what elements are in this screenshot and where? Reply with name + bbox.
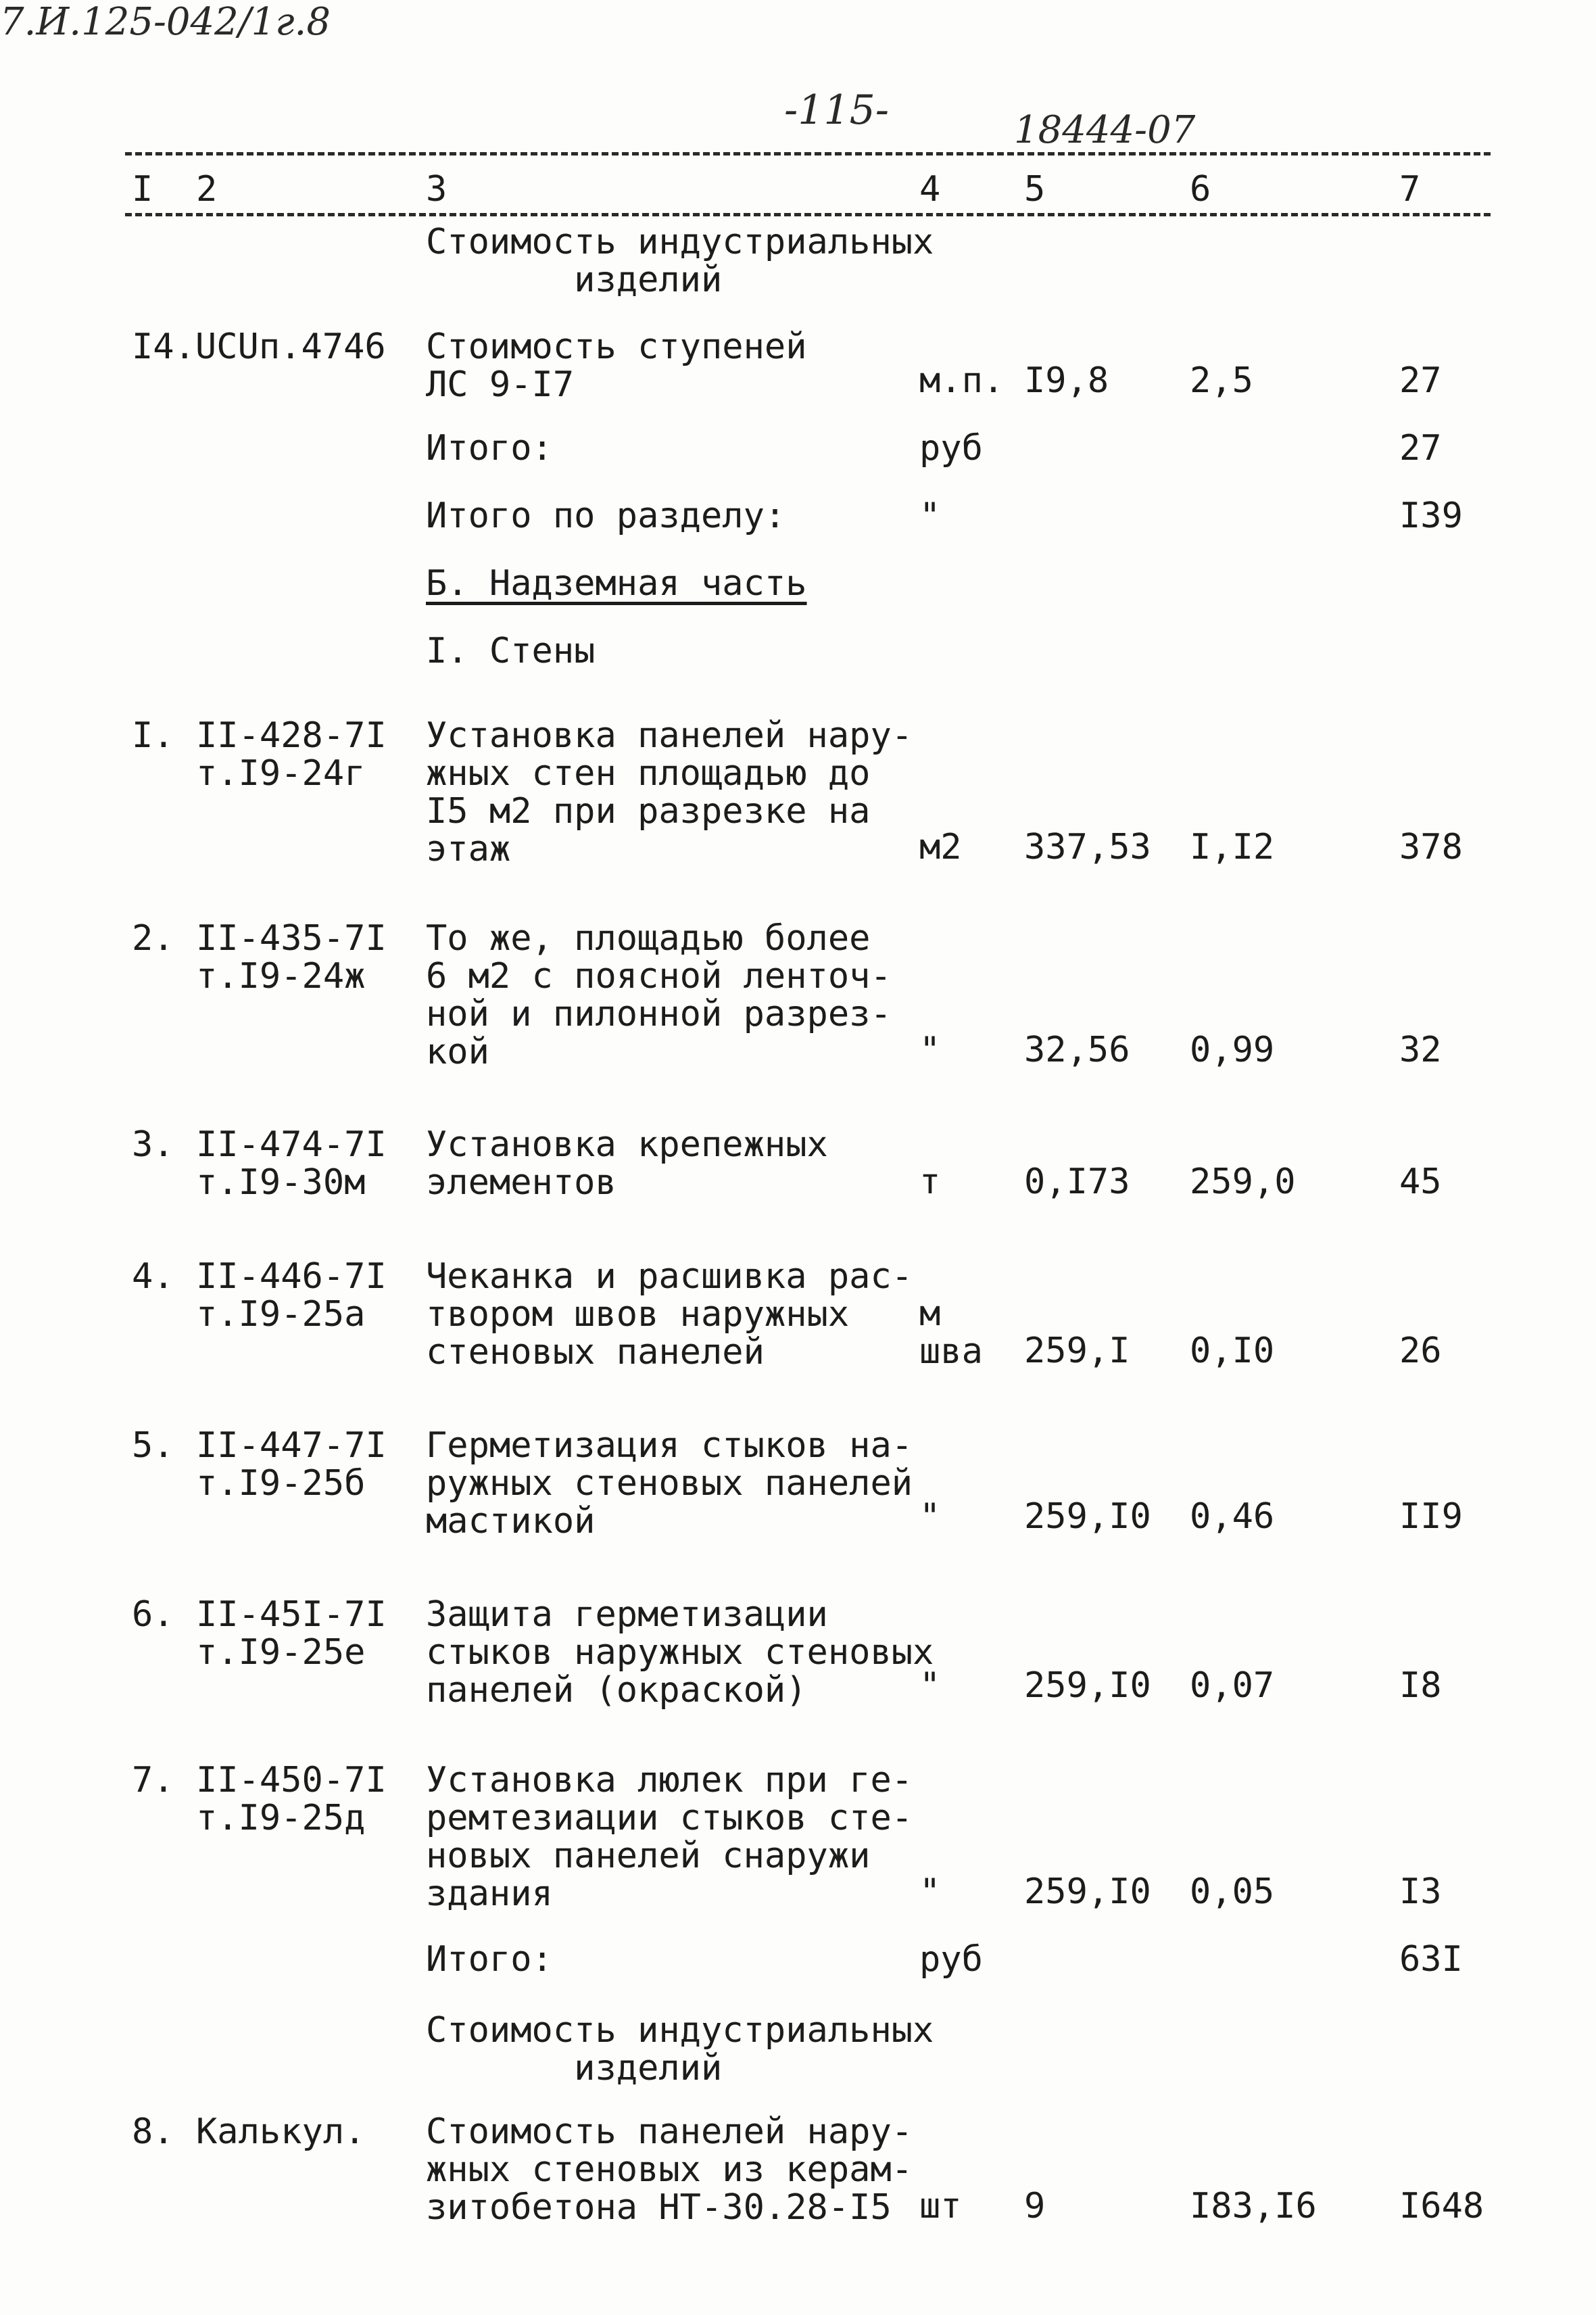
row-number: 5. (132, 1425, 174, 1466)
row-description: Стоимость панелей нару- жных стеновых из керам- зитобетона НТ-30.28-I5 (426, 2111, 913, 2228)
row-total: I8 (1399, 1665, 1442, 1706)
header-right-code: 18444-07 (1014, 108, 1196, 152)
section-heading: Б. Надземная часть (426, 563, 807, 604)
row-total: 27 (1399, 428, 1442, 469)
row-code: I4.UCUп.4746 (132, 327, 386, 367)
row-code: II-428-7I т.I9-24г (196, 715, 387, 794)
row-unit: " (919, 496, 941, 536)
row-total: 27 (1399, 360, 1442, 401)
row-unit-price: 0,05 (1190, 1871, 1275, 1912)
row-code: II-447-7I т.I9-25б (196, 1425, 387, 1504)
row-number: 6. (132, 1594, 174, 1635)
column-number-4: 4 (919, 169, 941, 210)
row-description: Установка панелей нару- жных стен площадью до I5 м2 при разрезке на этаж (426, 715, 913, 869)
row-unit: " (919, 1030, 941, 1070)
row-total: 32 (1399, 1030, 1442, 1070)
row-quantity: 259,I (1024, 1331, 1130, 1371)
row-description: Чеканка и расшивка рас- твором швов наружных стеновых панелей (426, 1256, 913, 1373)
row-quantity: 259,I0 (1024, 1496, 1151, 1537)
row-description: Итого: (426, 428, 553, 469)
row-number: 4. (132, 1256, 174, 1297)
row-description: Защита герметизации стыков наружных стеновых панелей (окраской) (426, 1594, 934, 1711)
row-quantity: 259,I0 (1024, 1665, 1151, 1706)
row-total: 378 (1399, 827, 1463, 867)
row-unit-price: I83,I6 (1190, 2186, 1317, 2226)
row-description: Стоимость индустриальных изделий (426, 2010, 934, 2089)
row-quantity: 9 (1024, 2186, 1046, 2226)
row-unit-price: 0,46 (1190, 1496, 1275, 1537)
row-description: Итого: (426, 1939, 553, 1980)
column-number-5: 5 (1024, 169, 1046, 210)
row-code: II-450-7I т.I9-25д (196, 1760, 387, 1838)
column-number-2: 2 (196, 169, 218, 210)
row-code: II-435-7I т.I9-24ж (196, 918, 387, 997)
header-left-code: 7.И.125-042/1г.8 (0, 0, 331, 44)
row-number: I. (132, 715, 174, 756)
row-number: 7. (132, 1760, 174, 1800)
column-number-6: 6 (1190, 169, 1211, 210)
subsection-heading: I. Стены (426, 631, 596, 671)
row-code: II-45I-7I т.I9-25е (196, 1594, 387, 1673)
row-unit: м шва (919, 1293, 983, 1372)
row-unit: " (919, 1665, 941, 1706)
row-description: То же, площадью более 6 м2 с поясной ленточ- ной и пилонной разрез- кой (426, 918, 892, 1072)
row-quantity: 32,56 (1024, 1030, 1130, 1070)
column-number-1: I (132, 169, 153, 210)
row-unit: руб (919, 428, 983, 469)
row-quantity: 0,I73 (1024, 1162, 1130, 1202)
row-description: Стоимость ступеней ЛС 9-I7 (426, 327, 807, 405)
row-unit-price: 0,I0 (1190, 1331, 1275, 1371)
row-number: 8. (132, 2111, 174, 2152)
row-total: 45 (1399, 1162, 1442, 1202)
dashed-rule-top (125, 152, 1491, 156)
row-unit: т (919, 1162, 941, 1202)
column-number-3: 3 (426, 169, 448, 210)
row-unit: м.п. (919, 360, 1005, 401)
row-unit-price: 0,99 (1190, 1030, 1275, 1070)
row-quantity: I9,8 (1024, 360, 1109, 401)
row-number: 3. (132, 1124, 174, 1165)
row-total: 26 (1399, 1331, 1442, 1371)
row-description: Установка люлек при ге- ремтезиации стыков сте- новых панелей снаружи здания (426, 1760, 913, 1914)
row-unit: руб (919, 1939, 983, 1980)
row-unit-price: 2,5 (1190, 360, 1253, 401)
dashed-rule-columns (125, 213, 1491, 216)
row-total: I39 (1399, 496, 1463, 536)
row-total: II9 (1399, 1496, 1463, 1537)
row-quantity: 259,I0 (1024, 1871, 1151, 1912)
row-quantity: 337,53 (1024, 827, 1151, 867)
row-code: Калькул. (196, 2111, 366, 2152)
row-unit: " (919, 1496, 941, 1537)
row-unit-price: 0,07 (1190, 1665, 1275, 1706)
row-number: 2. (132, 918, 174, 959)
row-unit: шт (919, 2186, 962, 2226)
page-number: -115- (784, 87, 890, 134)
row-unit: " (919, 1871, 941, 1912)
row-code: II-474-7I т.I9-30м (196, 1124, 387, 1203)
row-description: Стоимость индустриальных изделий (426, 222, 934, 300)
row-description: Герметизация стыков на- ружных стеновых панелей мастикой (426, 1425, 913, 1542)
row-total: 63I (1399, 1939, 1463, 1980)
row-unit-price: I,I2 (1190, 827, 1275, 867)
row-code: II-446-7I т.I9-25а (196, 1256, 387, 1335)
row-description: Итого по разделу: (426, 496, 786, 536)
row-total: I648 (1399, 2186, 1484, 2226)
column-number-7: 7 (1399, 169, 1421, 210)
row-description: Установка крепежных элементов (426, 1124, 828, 1203)
row-total: I3 (1399, 1871, 1442, 1912)
row-unit: м2 (919, 827, 962, 867)
row-unit-price: 259,0 (1190, 1162, 1296, 1202)
